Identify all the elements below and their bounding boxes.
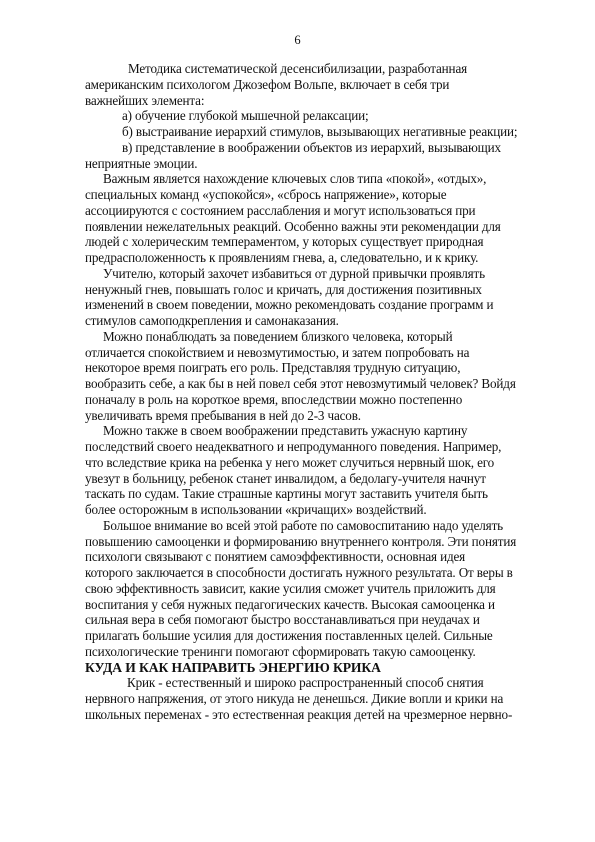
text-line: школьных переменах - это естественная реакция детей на чрезмерное нервно- <box>85 706 513 722</box>
text-line: увезут в больницу, ребенок станет инвалидом, а бедолагу-учителя начнут <box>85 470 486 486</box>
text-line: предрасположенность к проявлениям гнева, а, следовательно, и к крику. <box>85 250 479 265</box>
text-line: Важным является нахождение ключевых слов типа «покой», «отдых», <box>103 171 487 187</box>
text-line: важнейших элемента: <box>85 92 205 108</box>
text-line: более осторожным в использовании «кричащих» воздействий. <box>85 502 427 517</box>
text-line: вообразить себе, а как бы в ней повел себя этот невозмутимый человек? Войдя <box>85 376 516 391</box>
text-line: изменений в своем поведении, можно рекомендовать создание программ и <box>85 297 494 313</box>
text-line: неприятные эмоции. <box>85 155 198 171</box>
text-line: ассоциируются с состоянием расслабления и могут использоваться при <box>85 202 476 218</box>
page-body <box>85 61 537 723</box>
text-line: б) выстраивание иерархий стимулов, вызывающих негативные реакции; <box>122 124 518 139</box>
text-line: ненужный гнев, повышать голос и кричать, для достижения позитивных <box>85 281 482 297</box>
text-line: таскать по судам. Такие страшные картины могут заставить учителя быть <box>85 486 488 502</box>
text-line: что вследствие крика на ребенка у него может случиться нервный шок, его <box>85 454 495 470</box>
text-line: Методика систематической десенсибилизации, разработанная <box>128 61 468 76</box>
text-line: специальных команд «успокойся», «сбрось напряжение», которые <box>85 187 447 202</box>
text-line: Крик - естественный и широко распространенный способ снятия <box>127 675 484 691</box>
text-line: отличается спокойствием и невозмутимостью, и затем попробовать на <box>85 344 470 360</box>
text-line: которого заключается в способности достигать нужного результата. От веры в <box>85 565 513 580</box>
text-line: в) представление в воображении объектов из иерархий, вызывающих <box>122 139 501 155</box>
text-line: увеличивать время пребывания в ней до 2-3 часов. <box>85 407 361 423</box>
section-heading: КУДА И КАК НАПРАВИТЬ ЭНЕРГИЮ КРИКА <box>85 659 381 675</box>
text-line: поначалу в роль на короткое время, впоследствии можно постепенно <box>85 391 463 407</box>
page-number: 6 <box>294 33 301 47</box>
text-line: Большое внимание во всей этой работе по самовоспитанию надо уделять <box>103 517 504 533</box>
text-block <box>85 61 537 660</box>
text-line: людей с холерическим темпераментом, у которых существует природная <box>85 234 484 250</box>
text-line: последствий своего неадекватного и непродуманного поведения. Например, <box>85 439 502 454</box>
text-block-after-heading <box>85 675 537 722</box>
text-line: американским психологом Джозефом Вольпе, включает в себя три <box>85 76 450 92</box>
text-line: некоторое время поиграть его роль. Представляя трудную ситуацию, <box>85 360 461 376</box>
text-line: свою эффективность зависит, какие усилия сможет учитель приложить для <box>85 580 496 596</box>
text-line: воспитания у себя нужных педагогических качеств. Высокая самооценка и <box>85 596 495 612</box>
text-line: прилагать большие усилия для достижения поставленных целей. Сильные <box>85 628 493 643</box>
text-line: Учителю, который захочет избавиться от дурной привычки проявлять <box>103 265 485 281</box>
text-line: повышению самооценки и формированию внутреннего контроля. Эти понятия <box>85 533 517 549</box>
text-line: Можно также в своем воображении представить ужасную картину <box>103 423 468 439</box>
text-line: а) обучение глубокой мышечной релаксации; <box>122 108 369 124</box>
text-line: Можно понаблюдать за поведением близкого человека, который <box>103 328 453 344</box>
text-line: стимулов самоподкрепления и самонаказания. <box>85 313 339 328</box>
text-line: нервного напряжения, от этого никуда не денешься. Дикие вопли и крики на <box>85 691 504 706</box>
text-line: психологи связывают с понятием самоэффективности, основная идея <box>85 549 466 565</box>
text-line: появлении нежелательных реакций. Особенно важны эти рекомендации для <box>85 218 501 234</box>
text-line: сильная вера в себя помогают быстро восстанавливаться при неудачах и <box>85 612 480 628</box>
text-line: психологические тренинги помогают сформировать такую самооценку. <box>85 643 476 659</box>
